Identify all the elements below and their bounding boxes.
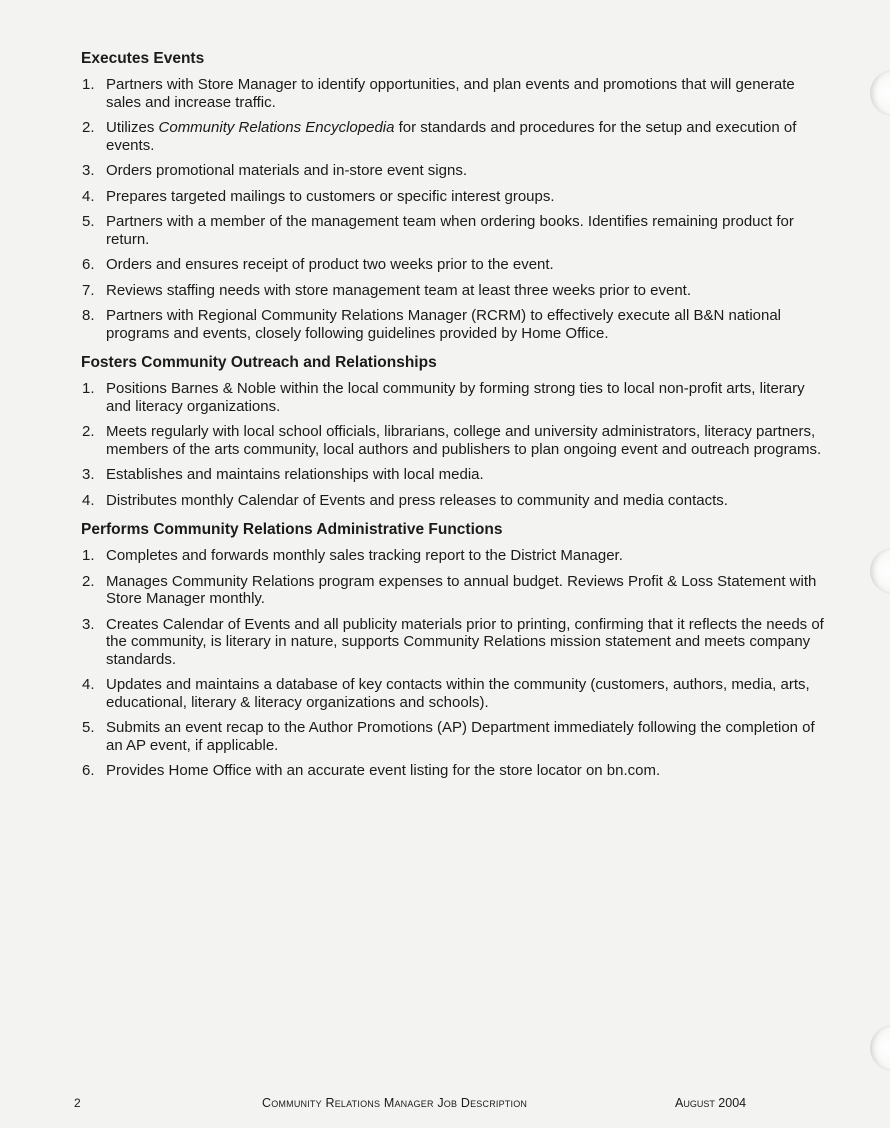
section-executes-events bbox=[76, 49, 824, 342]
item-list bbox=[76, 76, 824, 342]
item-text-part: Utilizes bbox=[106, 119, 159, 136]
section-heading: Executes Events bbox=[81, 50, 205, 67]
punch-hole bbox=[870, 1025, 890, 1071]
list-item bbox=[76, 573, 824, 608]
item-list bbox=[76, 547, 824, 780]
item-text: Prepares targeted mailings to customers or specific interest groups. bbox=[106, 187, 555, 205]
item-text: Provides Home Office with an accurate event listing for the store locator on bn.com. bbox=[106, 762, 661, 779]
item-text: Submits an event recap to the Author Promotions (AP) Department immediately following the completion of an AP event, if applicable. bbox=[106, 719, 815, 754]
punch-hole bbox=[870, 70, 890, 116]
item-number: 4. bbox=[82, 491, 95, 509]
list-item bbox=[76, 616, 824, 669]
item-number: 2. bbox=[82, 423, 95, 440]
item-number: 1. bbox=[82, 547, 95, 564]
document-date: August 2004 bbox=[675, 1096, 747, 1110]
list-item bbox=[76, 423, 824, 458]
list-item bbox=[76, 256, 824, 274]
list-item bbox=[76, 307, 824, 342]
section-heading: Performs Community Relations Administrative Functions bbox=[81, 521, 503, 538]
item-text: Reviews staffing needs with store management team at least three weeks prior to event. bbox=[106, 281, 692, 299]
list-item bbox=[76, 466, 824, 484]
item-number: 4. bbox=[82, 187, 95, 205]
list-item bbox=[76, 188, 824, 206]
item-number: 7. bbox=[82, 281, 95, 299]
item-number: 8. bbox=[82, 307, 95, 324]
item-text bbox=[106, 119, 824, 154]
item-list bbox=[76, 380, 824, 509]
document-body bbox=[76, 49, 824, 791]
item-number: 1. bbox=[82, 76, 95, 93]
section-administrative-functions bbox=[76, 520, 824, 780]
item-number: 3. bbox=[82, 162, 95, 179]
encyclopedia-title: Community Relations Encyclopedia bbox=[158, 119, 395, 136]
item-text: Orders and ensures receipt of product two weeks prior to the event. bbox=[106, 256, 554, 273]
punch-hole bbox=[870, 548, 890, 594]
item-text: Partners with a member of the management team when ordering books. Identifies remaining product for return. bbox=[106, 213, 794, 248]
list-item bbox=[76, 380, 824, 415]
list-item bbox=[76, 762, 824, 780]
item-number: 1. bbox=[82, 380, 95, 397]
item-text: Partners with Store Manager to identify opportunities, and plan events and promotions that will generate sales and increase traffic. bbox=[106, 76, 795, 111]
item-text: Manages Community Relations program expenses to annual budget. Reviews Profit & Loss Statement with Store Manager monthly. bbox=[106, 572, 817, 607]
item-text: Establishes and maintains relationships with local media. bbox=[106, 466, 484, 483]
item-number: 4. bbox=[82, 676, 95, 693]
item-text-part: for standards and procedures for the setup and execution of events. bbox=[106, 119, 797, 154]
item-text: Partners with Regional Community Relations Manager (RCRM) to effectively execute all B&N national programs and events, closely following guidelines provided by Home Office. bbox=[106, 307, 782, 342]
list-item bbox=[76, 162, 824, 180]
list-item bbox=[76, 719, 824, 754]
item-text: Creates Calendar of Events and all publicity materials prior to printing, confirming that it reflects the needs of the community, is literary in nature, supports Community Relations mission statement and meets company standards. bbox=[106, 615, 824, 668]
list-item bbox=[76, 676, 824, 711]
section-heading: Fosters Community Outreach and Relationships bbox=[81, 354, 437, 371]
section-community-outreach bbox=[76, 353, 824, 509]
item-number: 2. bbox=[82, 572, 95, 590]
list-item bbox=[76, 492, 824, 510]
list-item bbox=[76, 76, 824, 111]
list-item bbox=[76, 547, 824, 565]
item-number: 2. bbox=[82, 119, 95, 136]
item-number: 3. bbox=[82, 615, 95, 633]
list-item bbox=[76, 282, 824, 300]
page-number: 2 bbox=[74, 1096, 81, 1110]
item-number: 5. bbox=[82, 719, 95, 736]
item-text: Meets regularly with local school officials, librarians, college and university administrators, literacy partners, members of the arts community, local authors and publishers to plan ongoing event and outreach programs. bbox=[106, 423, 822, 458]
item-text: Completes and forwards monthly sales tracking report to the District Manager. bbox=[106, 547, 623, 564]
item-text: Positions Barnes & Noble within the local community by forming strong ties to local non-profit arts, literary and literacy organizations. bbox=[106, 380, 805, 415]
item-number: 6. bbox=[82, 762, 95, 779]
list-item bbox=[76, 119, 824, 154]
item-number: 5. bbox=[82, 213, 95, 230]
item-text: Distributes monthly Calendar of Events and press releases to community and media contacts. bbox=[106, 491, 728, 509]
list-item bbox=[76, 213, 824, 248]
item-text: Updates and maintains a database of key contacts within the community (customers, authors, media, arts, educational, literary & literacy organizations and schools). bbox=[106, 676, 810, 711]
document-title: Community Relations Manager Job Description bbox=[262, 1096, 528, 1110]
item-number: 6. bbox=[82, 256, 95, 273]
item-text: Orders promotional materials and in-store event signs. bbox=[106, 162, 467, 179]
item-number: 3. bbox=[82, 466, 95, 483]
